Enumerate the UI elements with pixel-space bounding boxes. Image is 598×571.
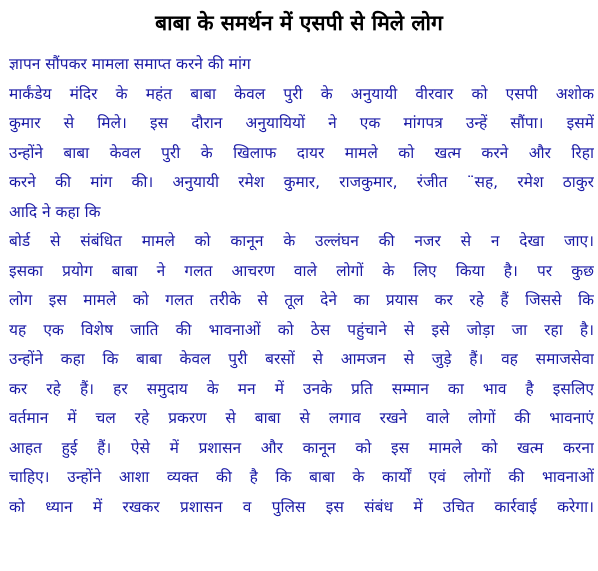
body-line-1: मार्कंडेय मंदिर के महंत बाबा केवल पुरी के अनुयायी वीरवार को एसपी अशोक — [9, 84, 594, 103]
body-line-15: को ध्यान में रखकर प्रशासन व पुलिस इस संबंध में उचित कार्रवाई करेगा। — [9, 497, 594, 516]
body-line-14: चाहिए। उन्होंने आशा व्यक्त की है कि बाबा के कार्यों एवं लोगों की भावनाओं — [9, 468, 594, 486]
body-line-8: लोग इस मामले को गलत तरीके से तूल देने का प्रयास कर रहे हैं जिससे कि — [9, 291, 594, 309]
body-line-2: कुमार से मिले। इस दौरान अनुयायियों ने एक मांगपत्र उन्हें सौंपा। इसमें — [9, 114, 594, 132]
body-line-4: करने की मांग की। अनुयायी रमेश कुमार, राजकुमार, रंजीत ¨सह, रमेश ठाकुर — [9, 173, 594, 191]
body-line-11: कर रहे हैं। हर समुदाय के मन में उनके प्रति सम्मान का भाव है इसलिए — [9, 379, 594, 398]
body-line-5: आदि ने कहा कि — [9, 202, 101, 221]
body-line-12: वर्तमान में चल रहे प्रकरण से बाबा से लगाव रखने वाले लोगों की भावनाएं — [9, 409, 594, 427]
body-line-10: उन्होंने कहा कि बाबा केवल पुरी बरसों से आमजन से जुड़े हैं। वह समाजसेवा — [9, 350, 594, 368]
body-line-9: यह एक विशेष जाति की भावनाओं को ठेस पहुंचाने से इसे जोड़ा जा रहा है। — [9, 320, 594, 339]
body-line-13: आहत हुई हैं। ऐसे में प्रशासन और कानून को इस मामले को खत्म करना — [9, 438, 594, 457]
article-headline: बाबा के समर्थन में एसपी से मिले लोग — [155, 11, 443, 35]
article-subheadline: ज्ञापन सौंपकर मामला समाप्त करने की मांग — [9, 55, 251, 73]
body-line-3: उन्होंने बाबा केवल पुरी के खिलाफ दायर मामले को खत्म करने और रिहा — [9, 143, 594, 162]
body-line-7: इसका प्रयोग बाबा ने गलत आचरण वाले लोगों के लिए किया है। पर कुछ — [9, 261, 594, 280]
body-line-6: बोर्ड से संबंधित मामले को कानून के उल्लंघन की नजर से न देखा जाए। — [9, 232, 594, 250]
article-body — [9, 50, 594, 522]
